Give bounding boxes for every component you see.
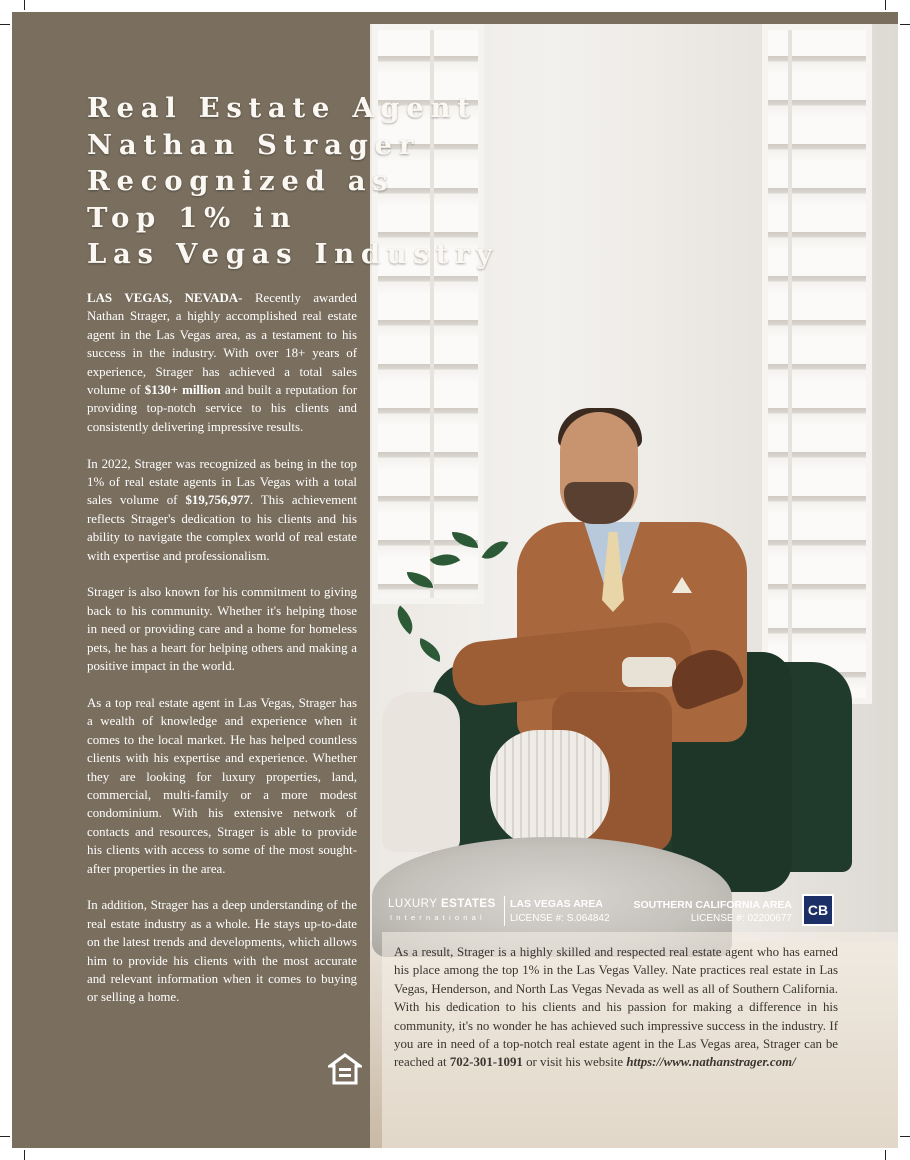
closing-paragraph	[394, 943, 838, 1072]
sales-volume: $130+ million	[144, 383, 221, 398]
dateline: LAS VEGAS, NEVADA-	[87, 291, 243, 305]
luxury-estates-logo	[388, 898, 496, 910]
headline-line: Top 1% in	[87, 201, 298, 234]
website-link[interactable]: https://www.nathanstrager.com/	[626, 1055, 796, 1070]
crop-mark	[885, 0, 886, 10]
logo-word: ESTATES	[440, 898, 496, 910]
paragraph-text: . This achievement reflects Strager's dedication to his clients and his ability to navigate the complex world of real estate with expertise and professionalism.	[87, 493, 357, 563]
southern-california-label: SOUTHERN CALIFORNIA AREA	[633, 899, 792, 911]
brokerage-bar	[388, 894, 838, 928]
divider	[504, 896, 505, 926]
headline-line: Las Vegas Industry	[87, 238, 499, 270]
southern-california-license: LICENSE #: 02200677	[690, 913, 792, 924]
crop-mark	[24, 0, 25, 10]
sock	[622, 657, 676, 687]
paragraph: As a top real estate agent in Las Vegas, Strager has a wealth of knowledge and experience when it comes to the local market. He has helped countless clients with his expertise and experience. Whether they are looking for luxury properties, land, commercial, multi-family or a more modest condominium. With his extensive network of contacts and resources, Strager is able to provide his clients with access to some of the most sought-after properties in the area.	[87, 695, 357, 876]
window-shutter-right	[762, 24, 872, 704]
coldwell-banker-logo: CB	[802, 894, 834, 926]
headline-line: Nathan Strager	[87, 128, 420, 161]
paragraph: In addition, Strager has a deep understanding of the real estate industry as a whole. He stays up-to-date on the latest trends and developments, which allows him to provide his clients with the most accurate and relevant information when it comes to buying or selling a home.	[87, 898, 357, 1005]
luxury-estates-subtitle: International	[390, 913, 486, 922]
paragraph-text: or visit his website	[522, 1055, 627, 1070]
round-vase	[490, 730, 610, 848]
crop-mark	[0, 1136, 10, 1137]
las-vegas-area-label: LAS VEGAS AREA	[510, 898, 603, 910]
sales-volume-2022: $19,756,977	[185, 493, 250, 508]
magazine-page	[12, 12, 898, 1148]
tall-vase	[382, 692, 460, 852]
crop-mark	[885, 1150, 886, 1160]
logo-word: LUXURY	[388, 898, 441, 910]
crop-mark	[0, 24, 10, 25]
equal-housing-opportunity-icon	[328, 1053, 362, 1085]
article-body	[87, 289, 357, 1025]
paragraph-text: and built a reputation for providing top-notch service to his clients and consistently delivering impressive results.	[87, 383, 358, 434]
headline-line: Real Estate Agent	[87, 92, 477, 124]
las-vegas-license: LICENSE #: S.064842	[510, 913, 610, 924]
headline-line: Recognized as	[87, 165, 395, 197]
paragraph: Strager is also known for his commitment to giving back to his community. Whether it's helping those in need or providing care and a home for homeless pets, he has a heart for helping others and making a positive impact in the world.	[87, 585, 357, 674]
paragraph-text: In 2022, Strager was recognized as being in the top 1% of real estate agents in Las Vegas with a total sales volume of	[87, 456, 357, 508]
paragraph	[87, 289, 357, 436]
crop-mark	[900, 24, 910, 25]
paragraph-text: Recently awarded Nathan Strager, a highly accomplished real estate agent in the Las Vegas area, as a testament to his success in the industry. With over 18+ years of experience, Strager has achieved a total sales volume of	[87, 291, 357, 398]
crop-mark	[24, 1150, 25, 1160]
phone-number: 702-301-1091	[449, 1055, 523, 1070]
crop-mark	[900, 1136, 910, 1137]
paragraph-text: As a result, Strager is a highly skilled and respected real estate agent who has earned his place among the top 1% in the Las Vegas Valley. Nate practices real estate in Las Vegas, Henderson, and North Las Vegas Nevada as well as all of Southern California. With his dedication to his clients and his passion for making a difference in his community, it's no wonder he has achieved such impressive success in the industry. If you are in need of a top-notch real estate agent in the Las Vegas area, Strager can be reached at	[394, 945, 838, 1070]
paragraph	[87, 455, 357, 565]
headline	[87, 90, 517, 273]
